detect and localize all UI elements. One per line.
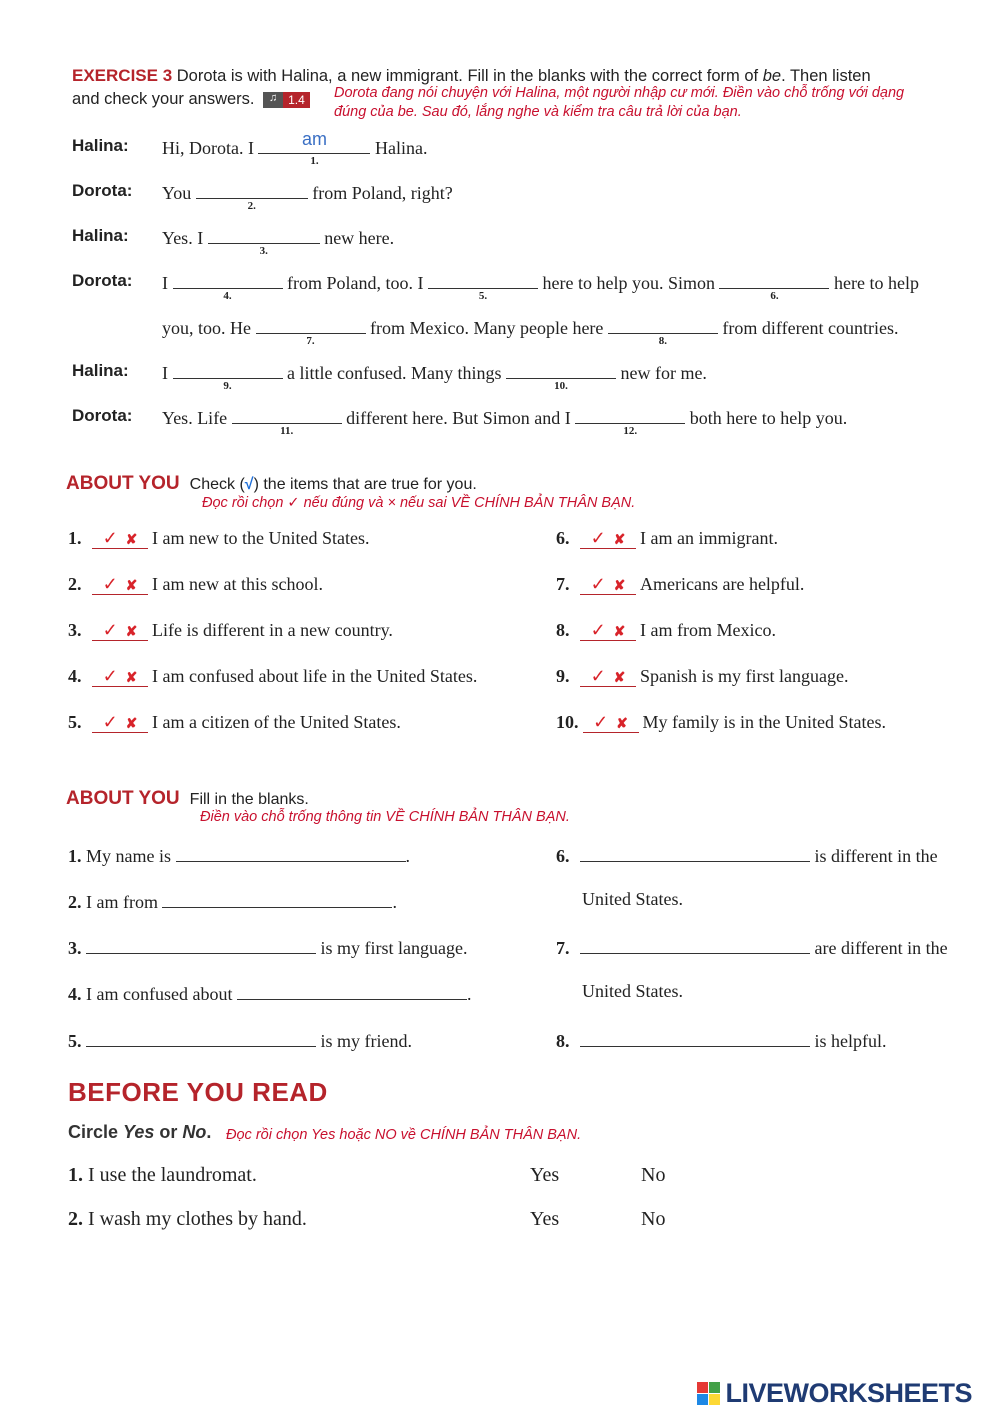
fill-item-6-cont: United States. <box>582 889 683 909</box>
fill-blank-5[interactable] <box>86 1028 316 1047</box>
cross-icon[interactable]: ✘ <box>613 533 626 548</box>
fill-blank-6[interactable] <box>580 843 810 862</box>
fill-blank-3[interactable] <box>86 935 316 954</box>
blank-8[interactable]: 8. <box>608 315 718 334</box>
about-you-check-vn: Đọc rồi chọn ✓ nếu đúng và × nếu sai VỀ CHÍNH BẢN THÂN BẠN. <box>202 495 636 511</box>
check-item-number: 2. <box>68 574 82 594</box>
check-item-number: 1. <box>68 528 82 548</box>
about-you-fill-header: ABOUT YOU Fill in the blanks. <box>66 788 309 809</box>
check-item-number: 7. <box>556 574 570 594</box>
checkmark-icon[interactable]: ✓ <box>590 574 606 594</box>
check-answer-box <box>580 620 636 641</box>
check-item-text: Americans are helpful. <box>640 574 805 594</box>
before-you-read-title: BEFORE YOU READ <box>68 1077 328 1107</box>
checkmark-icon[interactable]: ✓ <box>593 712 609 732</box>
speaker-halina: Halina: <box>72 361 129 380</box>
dialogue-line-1: Hi, Dorota. I am 1. Halina. <box>162 129 428 167</box>
check-item-text: I am from Mexico. <box>640 620 776 640</box>
check-item-text: I am confused about life in the United States. <box>152 666 478 686</box>
speaker-dorota: Dorota: <box>72 181 133 200</box>
blank-7[interactable]: 7. <box>256 315 366 334</box>
checkmark-icon[interactable]: ✓ <box>102 574 118 594</box>
check-answer-box <box>92 666 148 687</box>
check-list-right <box>556 528 986 758</box>
check-item-1 <box>68 528 369 549</box>
check-item-number: 3. <box>68 620 82 640</box>
blank-6[interactable]: 6. <box>719 270 829 289</box>
check-item-text: I am a citizen of the United States. <box>152 712 401 732</box>
exercise-instruction: Dorota is with Halina, a new immigrant. Fill in the blanks with the correct form of be. Then listen <box>176 67 871 85</box>
check-item-number: 4. <box>68 666 82 686</box>
byr-item-1: 1. I use the laundromat. <box>68 1164 257 1186</box>
check-item-number: 10. <box>556 712 579 732</box>
check-item-8 <box>556 620 776 641</box>
fill-item-8: 8. is helpful. <box>556 1028 887 1052</box>
blank-3[interactable]: 3. <box>208 225 320 244</box>
dialogue-line-2: You 2. from Poland, right? <box>162 180 453 204</box>
fill-blank-4[interactable] <box>237 981 467 1000</box>
check-item-5 <box>68 712 401 733</box>
cross-icon[interactable]: ✘ <box>125 671 138 686</box>
check-item-2 <box>68 574 323 595</box>
cross-icon[interactable]: ✘ <box>613 625 626 640</box>
fill-item-6: 6. is different in the <box>556 843 938 867</box>
cross-icon[interactable]: ✘ <box>613 579 626 594</box>
check-answer-box <box>92 528 148 549</box>
liveworksheets-logo-icon <box>697 1382 721 1406</box>
check-item-text: I am new to the United States. <box>152 528 370 548</box>
dialogue-line-7: Yes. Life 11. different here. But Simon and I 12. both here to help you. <box>162 405 847 429</box>
dialogue-line-4: I 4. from Poland, too. I 5. here to help you. Simon 6. here to help <box>162 270 919 294</box>
fill-item-5: 5. is my friend. <box>68 1028 412 1052</box>
before-you-read-vn: Đọc rồi chọn Yes hoặc NO về CHÍNH BẢN THÂN BẠN. <box>226 1127 582 1143</box>
check-item-text: I am new at this school. <box>152 574 323 594</box>
blank-1[interactable]: am 1. <box>258 135 370 154</box>
checkmark-icon[interactable]: ✓ <box>590 620 606 640</box>
check-item-9 <box>556 666 848 687</box>
dialogue-line-5: you, too. He 7. from Mexico. Many people here 8. from different countries. <box>162 315 899 339</box>
speaker-dorota: Dorota: <box>72 406 133 425</box>
cross-icon[interactable]: ✘ <box>125 579 138 594</box>
checkmark-icon[interactable]: ✓ <box>590 528 606 548</box>
check-item-4 <box>68 666 477 687</box>
cross-icon[interactable]: ✘ <box>613 671 626 686</box>
speaker-halina: Halina: <box>72 136 129 155</box>
byr-item-2-no[interactable]: No <box>641 1208 666 1230</box>
check-item-3 <box>68 620 393 641</box>
check-item-text: I am an immigrant. <box>640 528 778 548</box>
check-item-text: My family is in the United States. <box>642 712 886 732</box>
blank-9[interactable]: 9. <box>173 360 283 379</box>
check-item-text: Life is different in a new country. <box>152 620 393 640</box>
audio-track-badge: 1.4 <box>283 92 310 108</box>
check-item-6 <box>556 528 778 549</box>
about-you-check-header: ABOUT YOU Check (√) the items that are true for you. <box>66 473 477 494</box>
check-answer-box <box>92 574 148 595</box>
liveworksheets-logo: LIVEWORKSHEETS <box>697 1378 972 1408</box>
blank-5[interactable]: 5. <box>428 270 538 289</box>
blank-11[interactable]: 11. <box>232 405 342 424</box>
byr-item-2: 2. I wash my clothes by hand. <box>68 1208 307 1230</box>
check-item-number: 5. <box>68 712 82 732</box>
check-item-7 <box>556 574 804 595</box>
cross-icon[interactable]: ✘ <box>616 717 628 732</box>
check-item-number: 6. <box>556 528 570 548</box>
fill-blank-1[interactable] <box>176 843 406 862</box>
checkmark-icon[interactable]: ✓ <box>102 666 118 686</box>
logo-square <box>697 1394 708 1405</box>
fill-item-4: 4. I am confused about . <box>68 981 471 1005</box>
byr-item-1-no[interactable]: No <box>641 1164 666 1186</box>
cross-icon[interactable]: ✘ <box>125 625 138 640</box>
check-answer-box <box>92 712 148 733</box>
audio-icon[interactable]: ♫ <box>263 92 283 108</box>
byr-item-2-yes[interactable]: Yes <box>530 1208 560 1230</box>
logo-square <box>709 1382 720 1393</box>
speaker-halina: Halina: <box>72 226 129 245</box>
check-answer-box <box>583 712 639 733</box>
checkmark-icon[interactable]: ✓ <box>590 666 606 686</box>
cross-icon[interactable]: ✘ <box>125 717 138 732</box>
check-answer-box <box>580 666 636 687</box>
check-answer-box <box>92 620 148 641</box>
about-you-fill-vn: Điền vào chỗ trống thông tin VỀ CHÍNH BẢN THÂN BẠN. <box>200 809 570 825</box>
logo-square <box>709 1394 720 1405</box>
check-answer-box <box>580 528 636 549</box>
exercise-instruction-line2: and check your answers. ♫ 1.4 <box>72 90 310 109</box>
check-answer-box <box>580 574 636 595</box>
cross-icon[interactable]: ✘ <box>125 533 138 548</box>
check-item-text: Spanish is my first language. <box>640 666 849 686</box>
check-item-number: 9. <box>556 666 570 686</box>
blank-2[interactable]: 2. <box>196 180 308 199</box>
blank-12[interactable]: 12. <box>575 405 685 424</box>
dialogue-line-6: I 9. a little confused. Many things 10. new for me. <box>162 360 707 384</box>
fill-blank-7[interactable] <box>580 935 810 954</box>
check-list-left <box>68 528 548 758</box>
before-you-read-instruction: Circle Yes or No. <box>68 1122 212 1142</box>
check-item-10 <box>556 712 886 733</box>
exercise-vn-instruction: Dorota đang nói chuyện với Halina, một người nhập cư mới. Điền vào chỗ trống với dạng đúng của be. Sau đó, lắng nghe và kiểm tra câu trả lời của bạn. <box>334 85 905 120</box>
fill-item-7-cont: United States. <box>582 981 683 1001</box>
logo-square <box>697 1382 708 1393</box>
fill-blank-8[interactable] <box>580 1028 810 1047</box>
checkmark-icon[interactable]: ✓ <box>102 528 118 548</box>
exercise-label: EXERCISE 3 <box>72 66 173 85</box>
fill-item-1: 1. My name is . <box>68 843 410 867</box>
blank-4[interactable]: 4. <box>173 270 283 289</box>
checkmark-icon[interactable]: ✓ <box>102 712 118 732</box>
byr-item-1-yes[interactable]: Yes <box>530 1164 560 1186</box>
checkmark-icon[interactable]: ✓ <box>102 620 118 640</box>
fill-blank-2[interactable] <box>162 889 392 908</box>
check-item-number: 8. <box>556 620 570 640</box>
dialogue-line-3: Yes. I 3. new here. <box>162 225 394 249</box>
fill-item-2: 2. I am from . <box>68 889 397 913</box>
fill-item-7: 7. are different in the <box>556 935 948 959</box>
speaker-dorota: Dorota: <box>72 271 133 290</box>
fill-item-3: 3. is my first language. <box>68 935 467 959</box>
blank-10[interactable]: 10. <box>506 360 616 379</box>
